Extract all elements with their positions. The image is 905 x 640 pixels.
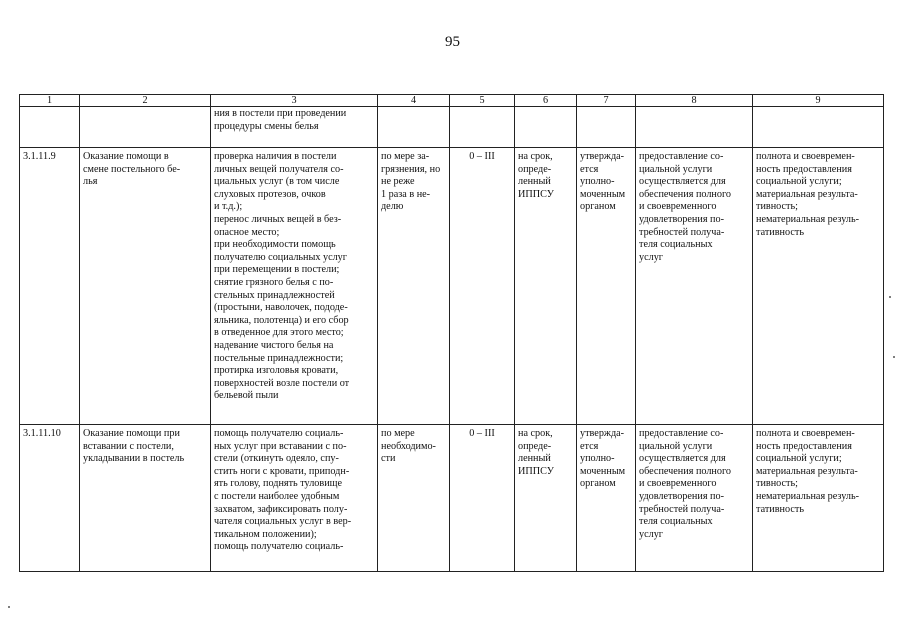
scan-speck — [889, 296, 891, 298]
table-row — [20, 148, 884, 425]
page-number: 95 — [445, 34, 460, 50]
column-number: 6 — [515, 95, 577, 107]
service-code: 3.1.11.9 — [20, 148, 80, 425]
scan-speck — [893, 356, 895, 358]
column-number: 1 — [20, 95, 80, 107]
service-evaluation: полнота и своевремен- ность предоставления социальной услуги; материальная результа- тивность; нематериальная резуль- тативность — [753, 425, 884, 572]
service-term: на срок, опреде- ленный ИППСУ — [515, 425, 577, 572]
column-number: 3 — [211, 95, 378, 107]
column-number: 8 — [636, 95, 753, 107]
table-row — [20, 425, 884, 572]
service-evaluation: полнота и своевремен- ность предоставления социальной услуги; материальная результа- тивность; нематериальная резуль- тативность — [753, 148, 884, 425]
scan-speck — [8, 606, 10, 608]
service-term: на срок, опреде- ленный ИППСУ — [515, 148, 577, 425]
column-number: 5 — [450, 95, 515, 107]
service-approved-by: утвержда- ется уполно- моченным органом — [577, 425, 636, 572]
service-conditions: предоставление со- циальной услуги осуществляется для обеспечения полного и своевременного удовлетворения по- требностей получа- теля социальных услуг — [636, 148, 753, 425]
services-table — [19, 94, 884, 572]
continuation-row — [20, 107, 884, 148]
service-name: Оказание помощи в смене постельного бе- лья — [80, 148, 211, 425]
service-frequency: по мере необходимо- сти — [378, 425, 450, 572]
service-group: 0 – III — [450, 148, 515, 425]
column-number: 7 — [577, 95, 636, 107]
column-number: 4 — [378, 95, 450, 107]
column-number: 9 — [753, 95, 884, 107]
service-conditions: предоставление со- циальной услуги осуществляется для обеспечения полного и своевременного удовлетворения по- требностей получа- теля социальных услуг — [636, 425, 753, 572]
service-group: 0 – III — [450, 425, 515, 572]
service-content: помощь получателю социаль- ных услуг при вставании с по- стели (откинуть одеяло, спу- стить ноги с кровати, приподн- ять голову, поднять туловище с постели наиболее удобным захватом, зафиксировать полу- чателя социальных услуг в вер- тикальном положении); помощь получателю социаль- — [211, 425, 378, 572]
service-content: проверка наличия в постели личных вещей получателя со- циальных услуг (в том числе слуховых протезов, очков и т.д.); перенос личных вещей в без- опасное место; при необходимости помощь получателю социальных услуг при перемещении в постели; снятие грязного белья с по- стельных принадлежностей (простыни, наволочек, пододе- яльника, полотенца) и его сбор в отведенное для этого место; надевание чистого белья на постельные принадлежности; протирка изголовья кровати, поверхностей возле постели от бельевой пыли — [211, 148, 378, 425]
service-frequency: по мере за- грязнения, но не реже 1 раза в не- делю — [378, 148, 450, 425]
service-content: ния в постели при проведении процедуры смены белья — [211, 107, 378, 148]
service-name: Оказание помощи при вставании с постели, укладывании в постель — [80, 425, 211, 572]
column-number: 2 — [80, 95, 211, 107]
service-code: 3.1.11.10 — [20, 425, 80, 572]
service-approved-by: утвержда- ется уполно- моченным органом — [577, 148, 636, 425]
column-number-row — [20, 95, 884, 107]
